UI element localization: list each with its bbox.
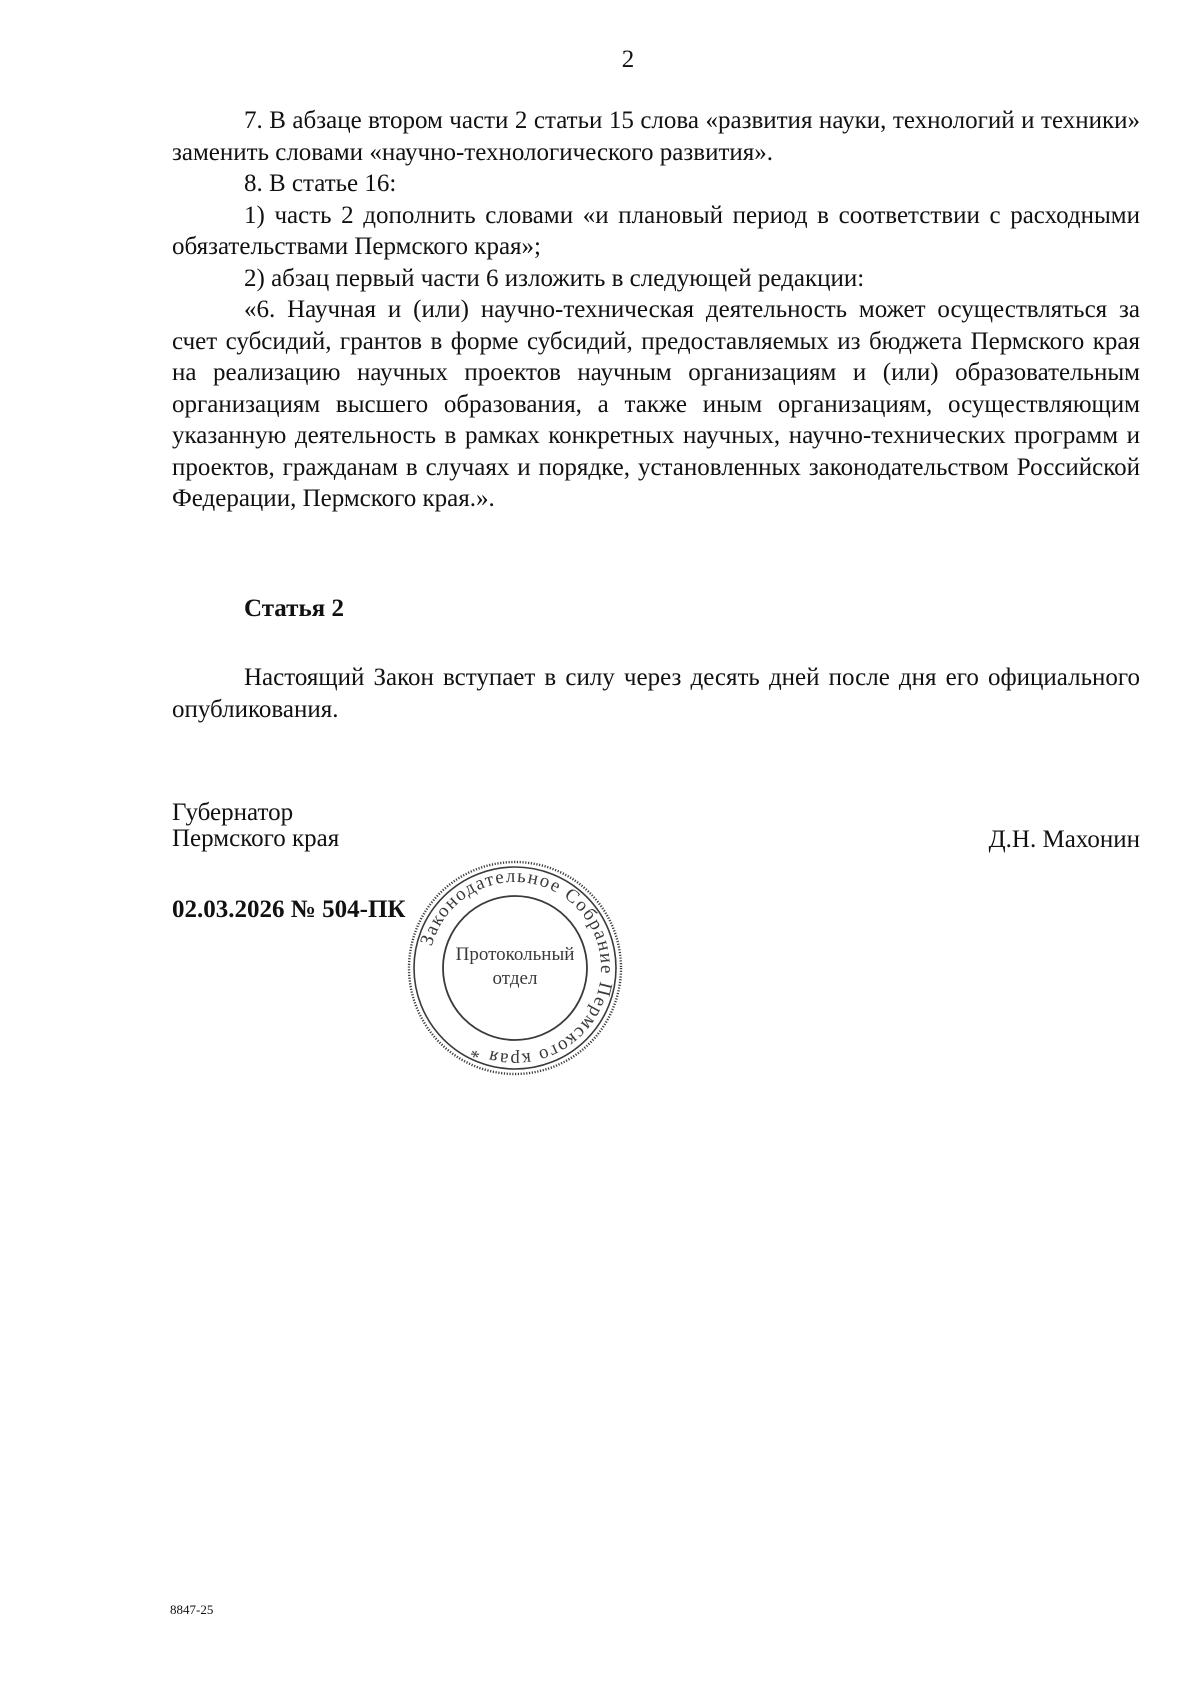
paragraph-7: 7. В абзаце втором части 2 статьи 15 слова «развития науки, технологий и техники» заменить словами «научно-технологического развития». (172, 107, 1140, 166)
stamp-inner-line1: Протокольный (455, 944, 575, 965)
official-stamp (400, 858, 630, 1078)
article-2-heading: Статья 2 (244, 595, 344, 622)
law-date-number: 02.03.2026 № 504-ПК (172, 896, 406, 923)
stamp-outer-text: Законодательное Собрание Пермского края * (416, 865, 618, 1071)
amendment-text (172, 105, 1140, 515)
paragraph-8-1: 1) часть 2 дополнить словами «и плановый период в соответствии с расходными обязательствами Пермского края»; (172, 201, 1140, 260)
signatory-title-line1: Губернатор (172, 799, 294, 826)
page-number: 2 (621, 46, 635, 73)
article-2-text: Настоящий Закон вступает в силу через десять дней после дня его официального опубликования. (172, 664, 1140, 723)
signatory-name: Д.Н. Махонин (988, 826, 1140, 853)
stamp-inner-line2: отдел (492, 968, 538, 989)
document-code: 8847-25 (170, 1602, 214, 1617)
signatory-title-line2: Пермского края (172, 825, 340, 852)
paragraph-8-2: 2) абзац первый части 6 изложить в следующей редакции: (244, 264, 865, 292)
paragraph-8-2-quote: «6. Научная и (или) научно-техническая деятельность может осуществляться за счет субсидий, грантов в форме субсидий, предоставляемых из бюджета Пермского края на реализацию научных проектов научным организациям и (или) образовательным организациям высшего образования, а также иным организациям, осуществляющим указанную деятельность в рамках конкретных научных, научно-технических программ и проектов, гражданам в случаях и порядке, установленных законодательством Российской Федерации, Пермского края.». (172, 296, 1140, 512)
paragraph-8: 8. В статье 16: (244, 170, 397, 197)
signatory-title (172, 800, 339, 852)
